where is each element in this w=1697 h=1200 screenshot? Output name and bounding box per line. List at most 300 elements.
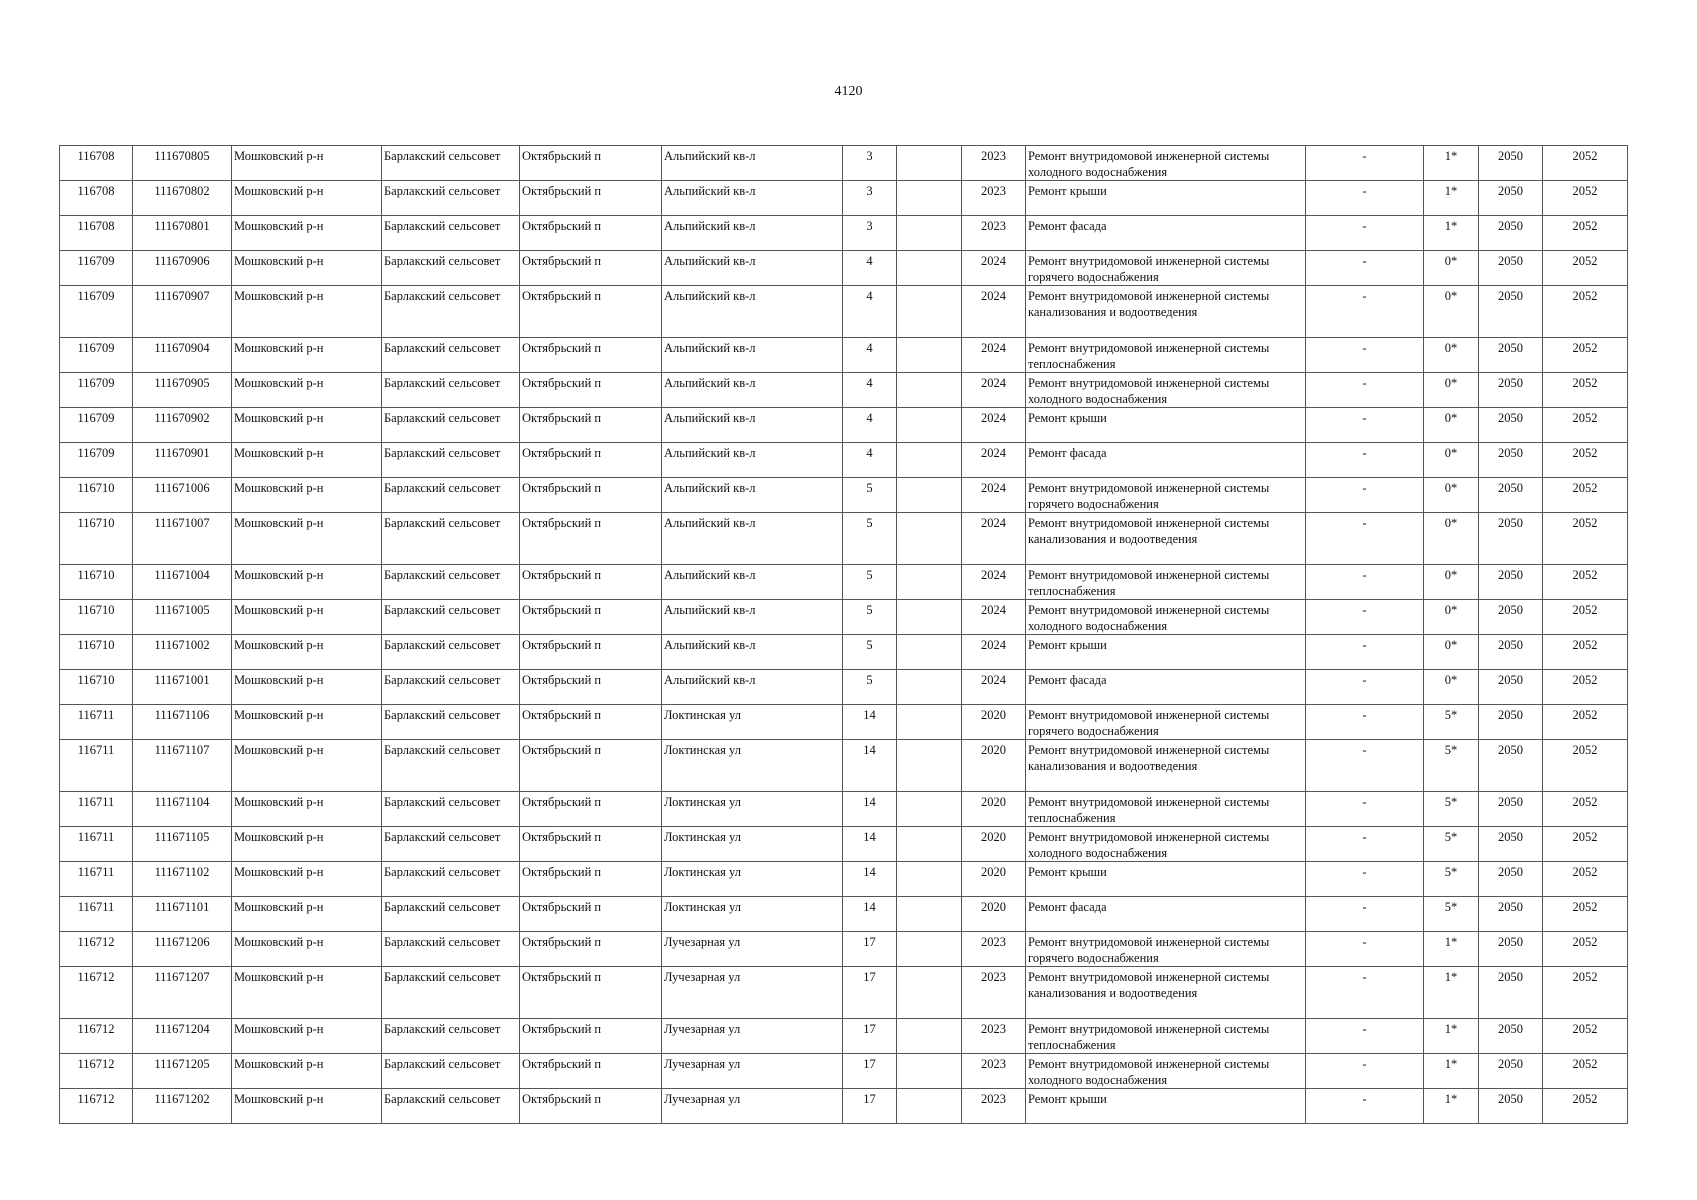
cell-work: Ремонт внутридомовой инженерной системы теплоснабжения <box>1026 338 1306 373</box>
cell-work: Ремонт внутридомовой инженерной системы холодного водоснабжения <box>1026 1054 1306 1089</box>
cell-extra <box>897 897 962 932</box>
cell-id: 116712 <box>60 1054 133 1089</box>
cell-street: Локтинская ул <box>662 827 843 862</box>
table-row <box>60 705 1628 740</box>
cell-house: 4 <box>843 338 897 373</box>
cell-mark: 1* <box>1424 1089 1479 1124</box>
cell-year: 2023 <box>962 967 1026 1019</box>
cell-extra <box>897 792 962 827</box>
cell-street: Лучезарная ул <box>662 1054 843 1089</box>
cell-id: 116708 <box>60 146 133 181</box>
cell-district: Мошковский р-н <box>232 338 382 373</box>
cell-year-from: 2050 <box>1479 478 1543 513</box>
cell-dash: - <box>1306 146 1424 181</box>
cell-work: Ремонт внутридомовой инженерной системы теплоснабжения <box>1026 1019 1306 1054</box>
cell-code: 111671204 <box>133 1019 232 1054</box>
cell-settlement: Барлакский сельсовет <box>382 216 520 251</box>
cell-mark: 1* <box>1424 216 1479 251</box>
cell-year-from: 2050 <box>1479 146 1543 181</box>
cell-street: Альпийский кв-л <box>662 338 843 373</box>
cell-house: 4 <box>843 443 897 478</box>
cell-settlement: Барлакский сельсовет <box>382 443 520 478</box>
cell-street: Альпийский кв-л <box>662 216 843 251</box>
cell-district: Мошковский р-н <box>232 932 382 967</box>
cell-extra <box>897 565 962 600</box>
cell-code: 111671206 <box>133 932 232 967</box>
table-row <box>60 862 1628 897</box>
page-number: 4120 <box>834 84 863 99</box>
cell-dash: - <box>1306 827 1424 862</box>
cell-settlement: Барлакский сельсовет <box>382 1054 520 1089</box>
cell-dash: - <box>1306 338 1424 373</box>
cell-settlement: Барлакский сельсовет <box>382 286 520 338</box>
table-row <box>60 443 1628 478</box>
table-row <box>60 670 1628 705</box>
cell-year-to: 2052 <box>1543 827 1628 862</box>
cell-street: Лучезарная ул <box>662 1019 843 1054</box>
cell-year-from: 2050 <box>1479 408 1543 443</box>
cell-locality: Октябрьский п <box>520 286 662 338</box>
cell-locality: Октябрьский п <box>520 1054 662 1089</box>
cell-locality: Октябрьский п <box>520 216 662 251</box>
cell-code: 111671205 <box>133 1054 232 1089</box>
cell-house: 14 <box>843 705 897 740</box>
cell-settlement: Барлакский сельсовет <box>382 600 520 635</box>
table-row <box>60 338 1628 373</box>
cell-year-from: 2050 <box>1479 338 1543 373</box>
cell-street: Альпийский кв-л <box>662 408 843 443</box>
cell-house: 17 <box>843 1054 897 1089</box>
cell-year: 2024 <box>962 565 1026 600</box>
cell-mark: 0* <box>1424 408 1479 443</box>
cell-locality: Октябрьский п <box>520 1089 662 1124</box>
cell-extra <box>897 1054 962 1089</box>
cell-settlement: Барлакский сельсовет <box>382 1089 520 1124</box>
cell-street: Лучезарная ул <box>662 967 843 1019</box>
cell-year-from: 2050 <box>1479 443 1543 478</box>
cell-extra <box>897 967 962 1019</box>
cell-extra <box>897 443 962 478</box>
cell-house: 14 <box>843 897 897 932</box>
cell-settlement: Барлакский сельсовет <box>382 897 520 932</box>
cell-work: Ремонт крыши <box>1026 181 1306 216</box>
cell-extra <box>897 1089 962 1124</box>
cell-extra <box>897 251 962 286</box>
cell-locality: Октябрьский п <box>520 181 662 216</box>
cell-district: Мошковский р-н <box>232 1089 382 1124</box>
cell-code: 111671002 <box>133 635 232 670</box>
cell-district: Мошковский р-н <box>232 1019 382 1054</box>
cell-code: 111670905 <box>133 373 232 408</box>
cell-extra <box>897 146 962 181</box>
cell-house: 17 <box>843 1019 897 1054</box>
cell-mark: 1* <box>1424 146 1479 181</box>
cell-mark: 1* <box>1424 1019 1479 1054</box>
cell-id: 116709 <box>60 338 133 373</box>
cell-id: 116709 <box>60 373 133 408</box>
cell-settlement: Барлакский сельсовет <box>382 827 520 862</box>
cell-work: Ремонт внутридомовой инженерной системы канализования и водоотведения <box>1026 740 1306 792</box>
cell-code: 111671006 <box>133 478 232 513</box>
cell-year: 2020 <box>962 827 1026 862</box>
cell-year: 2023 <box>962 146 1026 181</box>
cell-year-from: 2050 <box>1479 635 1543 670</box>
cell-work: Ремонт фасада <box>1026 897 1306 932</box>
cell-extra <box>897 740 962 792</box>
cell-code: 111670802 <box>133 181 232 216</box>
cell-street: Альпийский кв-л <box>662 600 843 635</box>
cell-settlement: Барлакский сельсовет <box>382 1019 520 1054</box>
cell-year-to: 2052 <box>1543 565 1628 600</box>
cell-code: 111671104 <box>133 792 232 827</box>
cell-work: Ремонт внутридомовой инженерной системы горячего водоснабжения <box>1026 251 1306 286</box>
cell-extra <box>897 338 962 373</box>
cell-locality: Октябрьский п <box>520 513 662 565</box>
cell-id: 116712 <box>60 1089 133 1124</box>
cell-year: 2024 <box>962 286 1026 338</box>
cell-extra <box>897 408 962 443</box>
cell-id: 116709 <box>60 286 133 338</box>
cell-street: Альпийский кв-л <box>662 286 843 338</box>
cell-work: Ремонт внутридомовой инженерной системы холодного водоснабжения <box>1026 600 1306 635</box>
cell-mark: 0* <box>1424 338 1479 373</box>
cell-year-to: 2052 <box>1543 932 1628 967</box>
cell-settlement: Барлакский сельсовет <box>382 181 520 216</box>
cell-id: 116711 <box>60 897 133 932</box>
cell-extra <box>897 478 962 513</box>
cell-settlement: Барлакский сельсовет <box>382 408 520 443</box>
table-row <box>60 408 1628 443</box>
cell-district: Мошковский р-н <box>232 251 382 286</box>
cell-dash: - <box>1306 635 1424 670</box>
cell-locality: Октябрьский п <box>520 373 662 408</box>
table-row <box>60 478 1628 513</box>
cell-id: 116711 <box>60 862 133 897</box>
cell-street: Альпийский кв-л <box>662 478 843 513</box>
cell-id: 116712 <box>60 1019 133 1054</box>
cell-mark: 5* <box>1424 827 1479 862</box>
cell-work: Ремонт внутридомовой инженерной системы холодного водоснабжения <box>1026 146 1306 181</box>
cell-mark: 0* <box>1424 513 1479 565</box>
cell-work: Ремонт крыши <box>1026 862 1306 897</box>
cell-locality: Октябрьский п <box>520 792 662 827</box>
cell-house: 5 <box>843 600 897 635</box>
cell-id: 116709 <box>60 443 133 478</box>
table-row <box>60 1054 1628 1089</box>
cell-extra <box>897 286 962 338</box>
cell-locality: Октябрьский п <box>520 408 662 443</box>
cell-code: 111671001 <box>133 670 232 705</box>
cell-year-to: 2052 <box>1543 513 1628 565</box>
cell-street: Лучезарная ул <box>662 1089 843 1124</box>
table-row <box>60 635 1628 670</box>
cell-code: 111670906 <box>133 251 232 286</box>
cell-mark: 5* <box>1424 705 1479 740</box>
cell-street: Альпийский кв-л <box>662 443 843 478</box>
cell-street: Альпийский кв-л <box>662 181 843 216</box>
cell-year: 2024 <box>962 443 1026 478</box>
cell-house: 3 <box>843 146 897 181</box>
cell-dash: - <box>1306 565 1424 600</box>
cell-year-from: 2050 <box>1479 1019 1543 1054</box>
cell-settlement: Барлакский сельсовет <box>382 792 520 827</box>
cell-locality: Октябрьский п <box>520 635 662 670</box>
cell-house: 17 <box>843 967 897 1019</box>
cell-work: Ремонт внутридомовой инженерной системы теплоснабжения <box>1026 792 1306 827</box>
cell-settlement: Барлакский сельсовет <box>382 635 520 670</box>
cell-mark: 1* <box>1424 932 1479 967</box>
cell-year: 2024 <box>962 251 1026 286</box>
cell-locality: Октябрьский п <box>520 827 662 862</box>
cell-dash: - <box>1306 373 1424 408</box>
cell-mark: 1* <box>1424 1054 1479 1089</box>
cell-code: 111670907 <box>133 286 232 338</box>
cell-extra <box>897 670 962 705</box>
cell-district: Мошковский р-н <box>232 216 382 251</box>
table-body <box>60 146 1628 1124</box>
cell-locality: Октябрьский п <box>520 967 662 1019</box>
cell-settlement: Барлакский сельсовет <box>382 146 520 181</box>
cell-settlement: Барлакский сельсовет <box>382 670 520 705</box>
cell-code: 111670805 <box>133 146 232 181</box>
cell-year-to: 2052 <box>1543 443 1628 478</box>
cell-year: 2023 <box>962 932 1026 967</box>
cell-house: 4 <box>843 408 897 443</box>
cell-mark: 0* <box>1424 565 1479 600</box>
cell-year-to: 2052 <box>1543 181 1628 216</box>
cell-house: 3 <box>843 216 897 251</box>
cell-house: 14 <box>843 862 897 897</box>
cell-street: Локтинская ул <box>662 705 843 740</box>
cell-year-from: 2050 <box>1479 600 1543 635</box>
cell-district: Мошковский р-н <box>232 478 382 513</box>
cell-district: Мошковский р-н <box>232 443 382 478</box>
cell-settlement: Барлакский сельсовет <box>382 373 520 408</box>
cell-code: 111671105 <box>133 827 232 862</box>
table-row <box>60 827 1628 862</box>
cell-year-to: 2052 <box>1543 286 1628 338</box>
cell-locality: Октябрьский п <box>520 1019 662 1054</box>
cell-extra <box>897 1019 962 1054</box>
cell-year-from: 2050 <box>1479 565 1543 600</box>
cell-settlement: Барлакский сельсовет <box>382 513 520 565</box>
cell-district: Мошковский р-н <box>232 600 382 635</box>
table-row <box>60 373 1628 408</box>
cell-year-from: 2050 <box>1479 967 1543 1019</box>
cell-dash: - <box>1306 1019 1424 1054</box>
cell-year-to: 2052 <box>1543 251 1628 286</box>
cell-extra <box>897 635 962 670</box>
cell-house: 3 <box>843 181 897 216</box>
cell-mark: 1* <box>1424 967 1479 1019</box>
cell-year-to: 2052 <box>1543 600 1628 635</box>
cell-code: 111671106 <box>133 705 232 740</box>
table-row <box>60 216 1628 251</box>
cell-id: 116712 <box>60 967 133 1019</box>
cell-mark: 0* <box>1424 373 1479 408</box>
cell-year-to: 2052 <box>1543 862 1628 897</box>
table-row <box>60 181 1628 216</box>
cell-district: Мошковский р-н <box>232 373 382 408</box>
cell-id: 116710 <box>60 600 133 635</box>
cell-mark: 0* <box>1424 670 1479 705</box>
cell-locality: Октябрьский п <box>520 443 662 478</box>
cell-year-to: 2052 <box>1543 897 1628 932</box>
cell-street: Альпийский кв-л <box>662 251 843 286</box>
cell-locality: Октябрьский п <box>520 740 662 792</box>
cell-district: Мошковский р-н <box>232 967 382 1019</box>
cell-dash: - <box>1306 1089 1424 1124</box>
cell-settlement: Барлакский сельсовет <box>382 338 520 373</box>
cell-mark: 0* <box>1424 443 1479 478</box>
cell-code: 111670902 <box>133 408 232 443</box>
cell-work: Ремонт внутридомовой инженерной системы холодного водоснабжения <box>1026 827 1306 862</box>
cell-settlement: Барлакский сельсовет <box>382 565 520 600</box>
table-row <box>60 513 1628 565</box>
cell-year-to: 2052 <box>1543 216 1628 251</box>
table-row <box>60 967 1628 1019</box>
cell-district: Мошковский р-н <box>232 670 382 705</box>
cell-dash: - <box>1306 443 1424 478</box>
cell-locality: Октябрьский п <box>520 338 662 373</box>
cell-year-from: 2050 <box>1479 216 1543 251</box>
cell-settlement: Барлакский сельсовет <box>382 740 520 792</box>
cell-code: 111670901 <box>133 443 232 478</box>
cell-id: 116708 <box>60 216 133 251</box>
cell-district: Мошковский р-н <box>232 146 382 181</box>
cell-year-from: 2050 <box>1479 1089 1543 1124</box>
cell-mark: 5* <box>1424 792 1479 827</box>
cell-work: Ремонт внутридомовой инженерной системы горячего водоснабжения <box>1026 705 1306 740</box>
cell-mark: 5* <box>1424 897 1479 932</box>
cell-work: Ремонт крыши <box>1026 1089 1306 1124</box>
cell-year: 2023 <box>962 1019 1026 1054</box>
cell-code: 111670904 <box>133 338 232 373</box>
cell-extra <box>897 862 962 897</box>
cell-year-from: 2050 <box>1479 792 1543 827</box>
cell-year-to: 2052 <box>1543 338 1628 373</box>
cell-dash: - <box>1306 740 1424 792</box>
cell-year: 2023 <box>962 1089 1026 1124</box>
cell-dash: - <box>1306 705 1424 740</box>
cell-mark: 0* <box>1424 600 1479 635</box>
cell-mark: 5* <box>1424 862 1479 897</box>
cell-settlement: Барлакский сельсовет <box>382 932 520 967</box>
cell-id: 116709 <box>60 408 133 443</box>
table-row <box>60 1019 1628 1054</box>
cell-year-to: 2052 <box>1543 967 1628 1019</box>
cell-year-from: 2050 <box>1479 827 1543 862</box>
cell-locality: Октябрьский п <box>520 897 662 932</box>
cell-extra <box>897 600 962 635</box>
cell-district: Мошковский р-н <box>232 740 382 792</box>
cell-district: Мошковский р-н <box>232 181 382 216</box>
cell-work: Ремонт внутридомовой инженерной системы горячего водоснабжения <box>1026 932 1306 967</box>
cell-dash: - <box>1306 181 1424 216</box>
cell-year: 2024 <box>962 478 1026 513</box>
cell-id: 116711 <box>60 792 133 827</box>
cell-house: 17 <box>843 1089 897 1124</box>
cell-code: 111671202 <box>133 1089 232 1124</box>
cell-dash: - <box>1306 862 1424 897</box>
cell-year-from: 2050 <box>1479 670 1543 705</box>
cell-district: Мошковский р-н <box>232 635 382 670</box>
cell-mark: 0* <box>1424 251 1479 286</box>
cell-work: Ремонт внутридомовой инженерной системы канализования и водоотведения <box>1026 513 1306 565</box>
cell-year-to: 2052 <box>1543 670 1628 705</box>
cell-year: 2024 <box>962 635 1026 670</box>
cell-house: 5 <box>843 565 897 600</box>
cell-district: Мошковский р-н <box>232 1054 382 1089</box>
cell-district: Мошковский р-н <box>232 862 382 897</box>
cell-house: 4 <box>843 373 897 408</box>
cell-settlement: Барлакский сельсовет <box>382 705 520 740</box>
cell-mark: 1* <box>1424 181 1479 216</box>
cell-house: 14 <box>843 792 897 827</box>
cell-dash: - <box>1306 251 1424 286</box>
cell-id: 116711 <box>60 740 133 792</box>
cell-year-from: 2050 <box>1479 862 1543 897</box>
cell-year: 2024 <box>962 373 1026 408</box>
cell-code: 111671004 <box>133 565 232 600</box>
cell-year-to: 2052 <box>1543 373 1628 408</box>
cell-house: 5 <box>843 670 897 705</box>
cell-street: Локтинская ул <box>662 897 843 932</box>
cell-work: Ремонт крыши <box>1026 408 1306 443</box>
cell-street: Альпийский кв-л <box>662 565 843 600</box>
cell-year-to: 2052 <box>1543 478 1628 513</box>
table-row <box>60 792 1628 827</box>
cell-dash: - <box>1306 967 1424 1019</box>
cell-house: 5 <box>843 513 897 565</box>
cell-street: Локтинская ул <box>662 792 843 827</box>
cell-extra <box>897 216 962 251</box>
cell-work: Ремонт внутридомовой инженерной системы теплоснабжения <box>1026 565 1306 600</box>
cell-locality: Октябрьский п <box>520 600 662 635</box>
cell-street: Альпийский кв-л <box>662 146 843 181</box>
cell-code: 111671107 <box>133 740 232 792</box>
cell-code: 111671101 <box>133 897 232 932</box>
cell-mark: 0* <box>1424 635 1479 670</box>
cell-house: 17 <box>843 932 897 967</box>
cell-dash: - <box>1306 216 1424 251</box>
cell-code: 111670801 <box>133 216 232 251</box>
registry-table <box>59 145 1628 1124</box>
cell-year-from: 2050 <box>1479 740 1543 792</box>
cell-work: Ремонт фасада <box>1026 670 1306 705</box>
table-row <box>60 565 1628 600</box>
cell-house: 5 <box>843 635 897 670</box>
cell-dash: - <box>1306 513 1424 565</box>
cell-year-to: 2052 <box>1543 1019 1628 1054</box>
cell-street: Лучезарная ул <box>662 932 843 967</box>
cell-id: 116712 <box>60 932 133 967</box>
cell-year-to: 2052 <box>1543 635 1628 670</box>
cell-year: 2023 <box>962 216 1026 251</box>
cell-year-from: 2050 <box>1479 251 1543 286</box>
cell-work: Ремонт внутридомовой инженерной системы канализования и водоотведения <box>1026 967 1306 1019</box>
cell-district: Мошковский р-н <box>232 792 382 827</box>
cell-dash: - <box>1306 792 1424 827</box>
cell-work: Ремонт фасада <box>1026 443 1306 478</box>
cell-work: Ремонт внутридомовой инженерной системы канализования и водоотведения <box>1026 286 1306 338</box>
cell-street: Альпийский кв-л <box>662 670 843 705</box>
cell-id: 116710 <box>60 565 133 600</box>
cell-locality: Октябрьский п <box>520 705 662 740</box>
cell-dash: - <box>1306 670 1424 705</box>
cell-dash: - <box>1306 408 1424 443</box>
cell-dash: - <box>1306 897 1424 932</box>
